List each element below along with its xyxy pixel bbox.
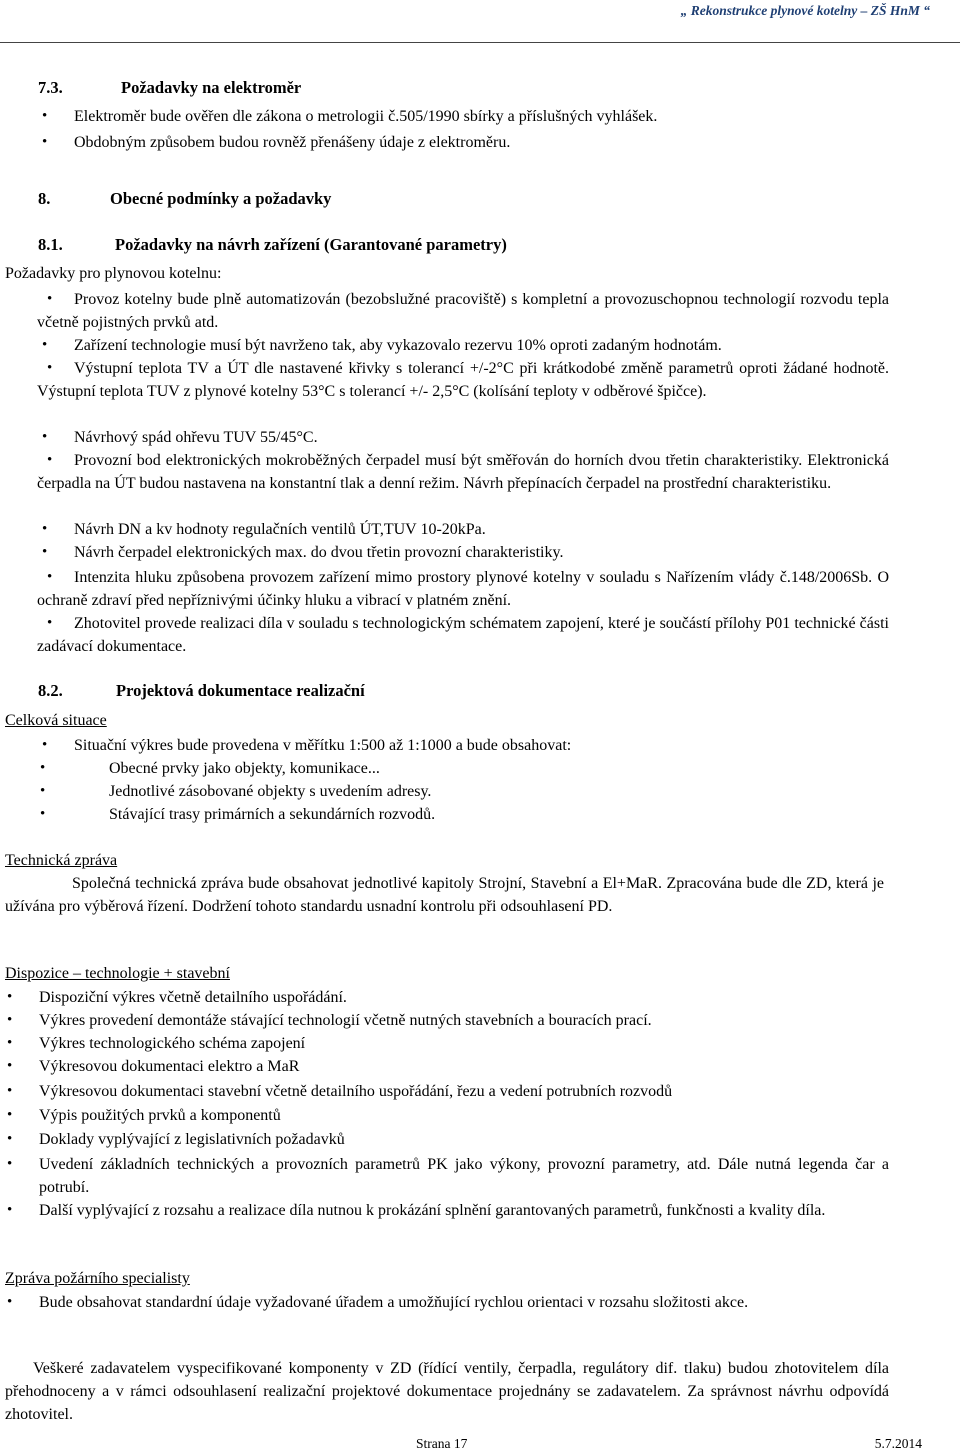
closing-paragraph: Veškeré zadavatelem vyspecifikované komponenty v ZD (řídící ventily, čerpadla, regulátory dif. tlaku) budou zhotovitelem díla přehodnoceny a v rámci odsouhlasení realizační projektové dokumentace projednány se zadavatelem. Za správnost návrhu odpovídá zhotovitel. [5, 1360, 889, 1423]
sub-list-item: • Jednotlivé zásobované objekty s uvedením adresy. [109, 780, 889, 803]
list-item: • Návrhový spád ohřevu TUV 55/45°C. [74, 426, 889, 449]
section-title: Požadavky na návrh zařízení (Garantované parametry) [115, 235, 507, 254]
page-number: Strana 17 [416, 1436, 468, 1451]
page-header-title: „ Rekonstrukce plynové kotelny – ZŠ HnM “ [680, 3, 930, 18]
technicka-zprava-text: Společná technická zpráva bude obsahovat jednotlivé kapitoly Strojní, Stavební a El+MaR. Zpracována bude dle ZD, která je užívána pro výběrová řízení. Dodržení tohoto standardu usnadní kontrolu při odsouhlasení PD. [5, 875, 884, 915]
celkova-situace-heading: Celková situace [5, 712, 107, 729]
section-title: Projektová dokumentace realizační [116, 681, 365, 700]
list-item: • Výkresovou dokumentaci elektro a MaR [39, 1055, 889, 1078]
list-item: • Výkres provedení demontáže stávající technologií včetně nutných stavebních a bouracích prací. [39, 1009, 889, 1032]
list-item: • Další vyplývající z rozsahu a realizace díla nutnou k prokázání splnění garantovaných parametrů, funkčnosti a kvality díla. [39, 1199, 889, 1222]
list-item: • Dispoziční výkres včetně detailního uspořádání. [39, 986, 889, 1009]
technicka-zprava-heading: Technická zpráva [5, 852, 118, 869]
list-item: • Provoz kotelny bude plně automatizován (bezobslužné pracoviště) s kompletní a provozuschopnou technologií rozvodu tepla včetně pojistných prvků atd. [37, 288, 889, 334]
dispozice-heading: Dispozice – technologie + stavební [5, 965, 230, 982]
section-number: 7.3. [38, 78, 63, 97]
list-item: • Doklady vyplývající z legislativních požadavků [39, 1128, 889, 1151]
list-item: • Zhotovitel provede realizaci díla v souladu s technologickým schématem zapojení, které je součástí přílohy P01 technické části zadávací dokumentace. [37, 612, 889, 658]
section-title: Obecné podmínky a požadavky [110, 189, 332, 208]
section-number: 8. [38, 189, 51, 208]
section-title: Požadavky na elektroměr [121, 78, 302, 97]
list-item: • Výkresovou dokumentaci stavební včetně detailního uspořádání, řezu a vedení potrubních rozvodů [39, 1080, 889, 1103]
list-item: • Výkres technologického schéma zapojení [39, 1032, 889, 1055]
list-item: • Návrh DN a kv hodnoty regulačních ventilů ÚT,TUV 10-20kPa. [74, 518, 889, 541]
pozarni-heading: Zpráva požárního specialisty [5, 1270, 190, 1287]
list-item: • Uvedení základních technických a provozních parametrů PK jako výkony, provozní parametry, atd. Dále nutná legenda čar a potrubí. [39, 1153, 889, 1199]
list-item: • Bude obsahovat standardní údaje vyžadované úřadem a umožňující rychlou orientaci v rozsahu složitosti akce. [39, 1291, 889, 1314]
sub-list-item: • Obecné prvky jako objekty, komunikace... [109, 757, 889, 780]
list-item: • Výpis použitých prvků a komponentů [39, 1104, 889, 1127]
section-number: 8.1. [38, 235, 63, 254]
document-date: 5.7.2014 [874, 1436, 922, 1451]
list-item: • Provozní bod elektronických mokroběžných čerpadel musí být směřován do horních dvou třetin charakteristiky. Elektronická čerpadla na ÚT budou nastavena na konstantní tlak a denní režim. Návrh přepínacích čerpadel na prostřední charakteristiku. [37, 449, 889, 495]
list-item: • Návrh čerpadel elektronických max. do dvou třetin provozní charakteristiky. [74, 541, 889, 564]
list-item: • Intenzita hluku způsobena provozem zařízení mimo prostory plynové kotelny v souladu s Nařízením vlády č.148/2006Sb. O ochraně zdraví před nepříznivými účinky hluku a vibrací v platném znění. [37, 566, 889, 612]
list-item: • Elektroměr bude ověřen dle zákona o metrologii č.505/1990 sbírky a příslušných vyhlášek. [74, 105, 934, 128]
list-item: • Zařízení technologie musí být navrženo tak, aby vykazovalo rezervu 10% oproti zadaným hodnotám. [74, 334, 889, 357]
section-number: 8.2. [38, 681, 63, 700]
header-divider [0, 42, 960, 43]
list-item: • Výstupní teplota TV a ÚT dle nastavené křivky s tolerancí +/-2°C při krátkodobé změně parametrů oproti žádané hodnotě. Výstupní teplota TUV z plynové kotelny 53°C s tolerancí +/- 2,5°C (kolísání teploty v odběrové špičce). [37, 357, 889, 403]
intro-text: Požadavky pro plynovou kotelnu: [5, 265, 222, 282]
list-item: • Obdobným způsobem budou rovněž přenášeny údaje z elektroměru. [74, 131, 934, 154]
list-item: • Situační výkres bude provedena v měřítku 1:500 až 1:1000 a bude obsahovat: [74, 734, 889, 757]
sub-list-item: • Stávající trasy primárních a sekundárních rozvodů. [109, 803, 889, 826]
